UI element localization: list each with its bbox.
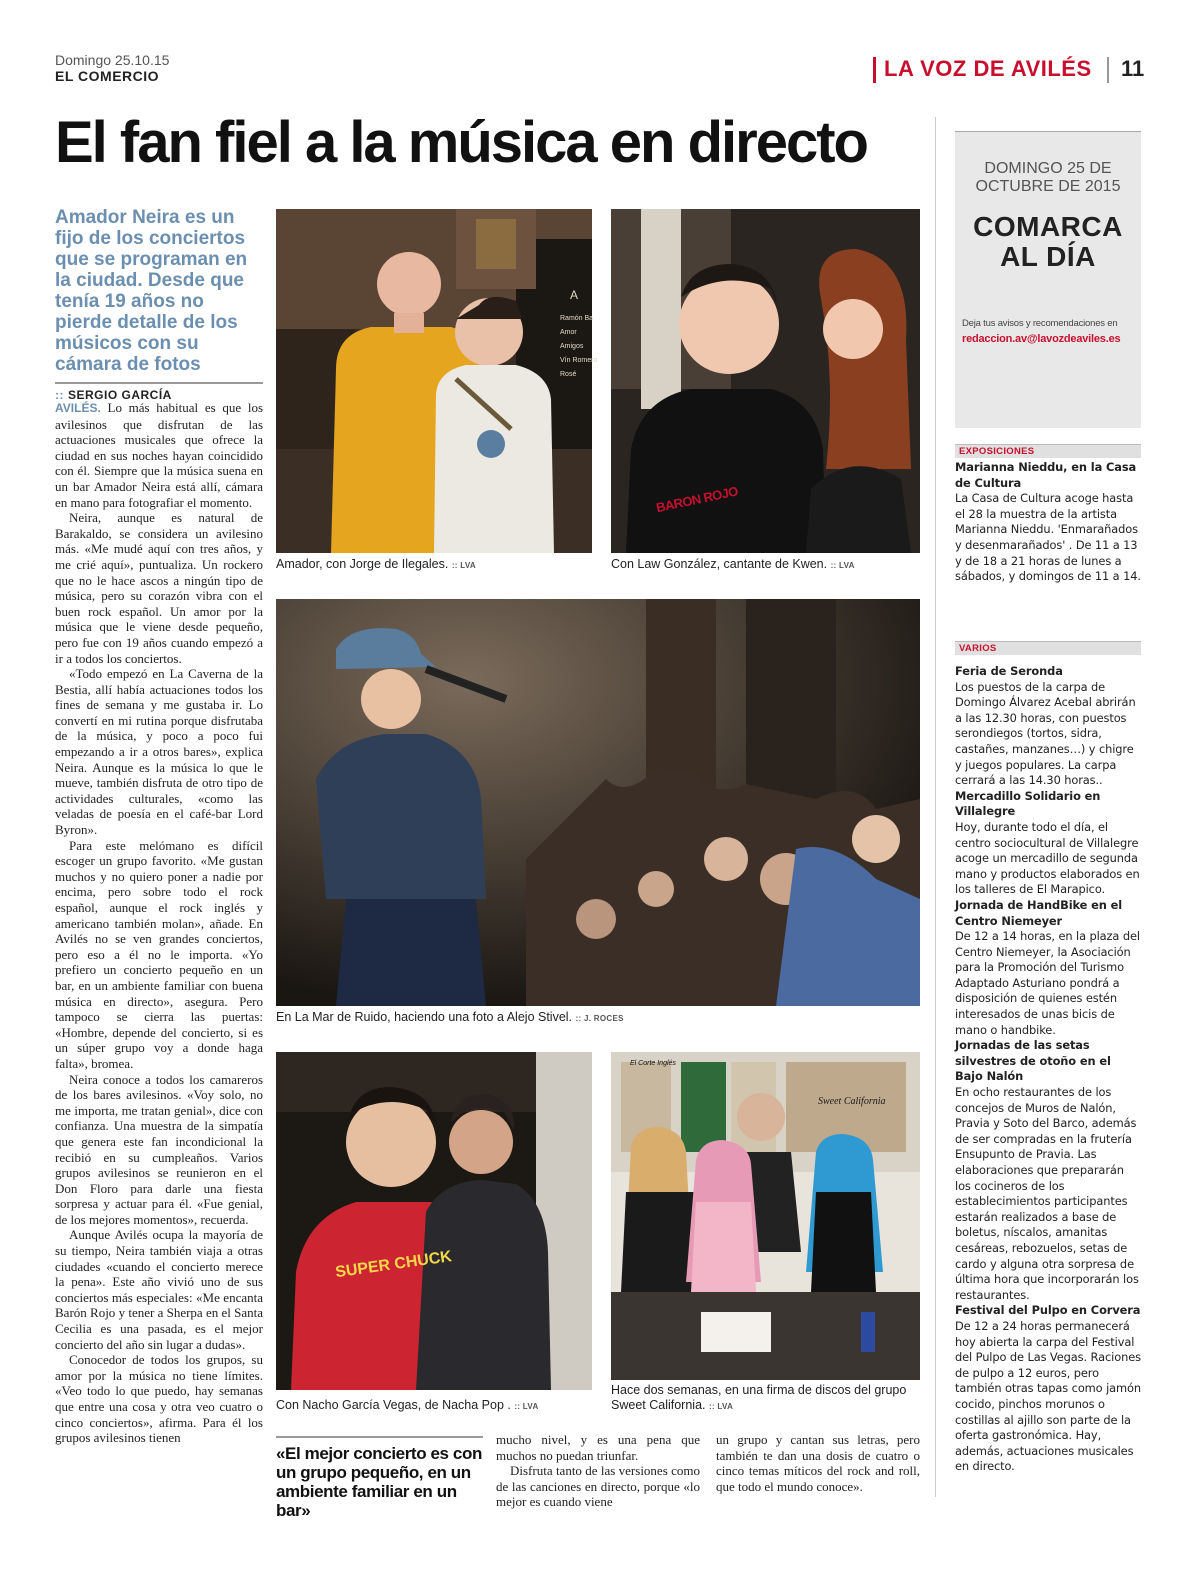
photo-credit: :: LVA (708, 1402, 734, 1411)
photo-credit: :: J. ROCES (575, 1014, 624, 1023)
sidebar-rule (935, 117, 936, 1497)
caption-text: Amador, con Jorge de Ilegales. (276, 557, 449, 571)
sidebar-date: DOMINGO 25 DE OCTUBRE DE 2015 (975, 160, 1121, 195)
item-text: De 12 a 14 horas, en la plaza del Centro Niemeyer, la Asociación para la Promoción del Turismo Adaptado Asturiano pondrá a disposición de quienes estén interesados de unas bicis de mano o handbike. (955, 929, 1140, 1037)
caption-text: Hace dos semanas, en una firma de discos del grupo Sweet California. (611, 1383, 907, 1412)
photo-concert-image (276, 599, 920, 1006)
item-title: Mercadillo Solidario en Villalegre (955, 788, 1101, 819)
paragraph: Conocedor de todos los grupos, su amor por la música no tiene límites. «Veo todo lo que puedo, hay semanas que entre una cosa y otra veo cuatro o cinco conciertos», afirma. Para él los grupos avilesinos tienen (55, 1352, 263, 1446)
sidebar-item (955, 1038, 1141, 1303)
caption-text: En La Mar de Ruido, haciendo una foto a Alejo Stivel. (276, 1010, 573, 1024)
paragraph: Neira, aunque es natural de Barakaldo, se considera un avilesino más. «Me mudé aquí con tres años, y me crié aquí», puntualiza. Un rockero que no le hace ascos a ningún tipo de música, pero su corazón vibra con el buen rock español. Un amor por la música que le viene desde pequeño, pero fue con 19 años cuando empezó a ir a todos los conciertos. (55, 510, 263, 666)
edition-date: Domingo 25.10.15 (55, 52, 170, 68)
newspaper-name: EL COMERCIO (55, 68, 160, 84)
item-text: De 12 a 24 horas permanecerá hoy abierta la carpa del Festival del Pulpo de Las Vegas. Raciones de pulpo a 12 euros, pero también otras tapas como jamón cocido, pinchos morunos o costillas al ajillo son parte de la oferta gastronómica. Hay, además, actuaciones musicales en directo. (955, 1318, 1141, 1474)
page-divider (1107, 57, 1109, 83)
photo-shirt-print: SUPER CHUCK (334, 1248, 453, 1282)
body-column-3 (716, 1432, 920, 1494)
menu-line: Amor (560, 329, 577, 336)
sidebar-label-exposiciones: EXPOSICIONES (955, 444, 1141, 458)
menu-line: Rosé (560, 371, 577, 378)
paragraph: Disfruta tanto de las versiones como de las canciones en directo, porque «lo mejor es cuando viene (496, 1463, 700, 1510)
photo-amador-jorge (276, 209, 598, 553)
photo-caption (611, 1383, 920, 1414)
item-title: Marianna Nieddu, en la Casa de Cultura (955, 460, 1137, 490)
paragraph: Neira conoce a todos los camareros de los bares avilesinos. «Voy solo, no me importa, me tratan genial», dice con confianza. Una muestra de la simpatía que genera este fan incondicional la recibió en su cumpleaños. Varios grupos avilesinos se reunieron en el Don Floro para darle una fiesta sorpresa y actuar para él. «Fue genial, de los mejores momentos», recuerda. (55, 1071, 263, 1227)
article-headline: El fan fiel a la música en directo (55, 110, 867, 175)
paragraph: Para este melómano es difícil escoger un grupo favorito. «Me gustan muchos y no quiero poner a nadie por encima, pero sobre todo el rock español, aunque el rock inglés y americano también molan», añade. En Avilés no se ven grandes conciertos, pero eso a él no le importa. «Yo prefiero un concierto pequeño en un bar, en un ambiente familiar con buena música en directo», asegura. Pero tampoco se cierra las puertas: «Hombre, depende del concierto, si es un súper grupo voy a donde haga falta», bromea. (55, 837, 263, 1071)
section-title: LA VOZ DE AVILÉS (884, 56, 1092, 81)
byline-author: SERGIO GARCÍA (68, 388, 172, 402)
sidebar-item (955, 789, 1141, 898)
item-text: Hoy, durante todo el día, el centro sociocultural de Villalegre acoge un mercadillo de segunda mano y productos elaborados en los talleres de El Marapico. (955, 819, 1140, 897)
photo-banner-brand: El Corte Inglés (630, 1060, 676, 1067)
sidebar-label-varios: VARIOS (955, 641, 1141, 655)
photo-shirt-print: BARON ROJO (654, 483, 740, 516)
body-column-1 (55, 400, 263, 1500)
photo-credit: :: LVA (451, 561, 476, 570)
paragraph: «Todo empezó en La Caverna de la Bestia, allí había actuaciones todos los fines de semana y me gustaba ir. Lo convertí en mi rutina porque disfrutaba de la música, y poco a poco fui empezando a ir a otros bares», explica Neira. Aunque es la música lo que le mueve, también disfruta de otro tipo de actividades culturales, «como las veladas de poesía en el café-bar Lord Byron». (55, 666, 263, 838)
sidebar-note: Deja tus avisos y recomendaciones en (962, 318, 1118, 329)
photo-caption (611, 557, 920, 573)
item-text: Los puestos de la carpa de Domingo Álvarez Acebal abrirán a las 12.30 horas, con puestos serondiegos (tortos, sidra, castañes, manzanes…) y chigre y juegos populares. La carpa cerrará a las 14.30 horas.. (955, 679, 1136, 788)
item-title: Feria de Seronda (955, 664, 1063, 678)
sidebar-item (955, 898, 1141, 1038)
photo-concert-alejo-stivel (276, 599, 920, 1006)
photo-amador-jorge-image (276, 209, 598, 553)
menu-line: Vín Romero (560, 357, 598, 364)
paragraph-text: Lo más habitual es que los avilesinos que disfrutan de las actuaciones musicales que ofrece la ciudad en sus noches hayan coincidido con él. Siempre que la música suena en un bar Amador Neira está allí, cámara en mano para fotografiar el momento. (55, 400, 264, 510)
item-title: Jornadas de las setas silvestres de otoño en el Bajo Nalón (955, 1038, 1111, 1084)
byline (55, 382, 263, 402)
pull-quote: «El mejor concierto es con un grupo pequeño, en un ambiente familiar en un bar» (276, 1436, 483, 1520)
photo-nacho-garcia-vegas (276, 1052, 592, 1390)
menu-line: Amigos (560, 343, 584, 350)
paragraph: mucho nivel, y es una pena que muchos no puedan triunfar. (496, 1432, 700, 1463)
article-subhead: Amador Neira es un fijo de los conciertos que se programan en la ciudad. Desde que tenía 19 años no pierde detalle de los músicos con su cámara de fotos (55, 207, 248, 375)
paragraph: Aunque Avilés ocupa la mayoría de su tiempo, Neira también viaja a otras ciudades «cuando el concierto merece la pena». Este año vivió uno de sus conciertos más especiales: «Me encanta Barón Rojo y tener a Sherpa en el Santa Cecilia es una pasada, es el mejor concierto del año sin lugar a dudas». (55, 1227, 263, 1352)
item-text: La Casa de Cultura acoge hasta el 28 la muestra de la artista Marianna Nieddu. 'Enmarañados y desenmarañados' . De 11 a 13 y de 18 a 21 horas de lunes a sábados, y domingos de 11 a 14. (955, 491, 1141, 584)
photo-caption (276, 1398, 592, 1414)
section-divider (873, 57, 876, 83)
dateline-city: AVILÉS. (55, 401, 101, 415)
photo-caption (276, 1010, 920, 1026)
item-title: Festival del Pulpo en Corvera (955, 1303, 1141, 1318)
body-column-2 (496, 1432, 700, 1510)
photo-nacho-image (276, 1052, 592, 1390)
menu-line: Ramón Ba (560, 315, 594, 322)
sidebar-email-link[interactable]: redaccion.av@lavozdeaviles.es (962, 333, 1121, 345)
paragraph: un grupo y cantan sus letras, pero también te dan una dosis de cuatro o cinco temas míticos del rock and roll, que todo el mundo conoce». (716, 1432, 920, 1494)
photo-caption (276, 557, 592, 573)
sidebar-varios-list (955, 664, 1141, 1475)
sidebar-expo-item (955, 460, 1141, 585)
paragraph (55, 400, 263, 510)
menu-letter: A (570, 288, 579, 302)
sidebar-item (955, 664, 1141, 789)
caption-text: Con Law González, cantante de Kwen. (611, 557, 828, 571)
sidebar-item (955, 1303, 1141, 1475)
sidebar-title: COMARCA AL DÍA (973, 211, 1123, 272)
byline-marker: :: (55, 388, 64, 402)
item-title: Jornada de HandBike en el Centro Niemeyer (955, 897, 1123, 928)
photo-sweet-logo: Sweet California (818, 1096, 886, 1107)
page-number: 11 (1121, 56, 1145, 81)
photo-credit: :: LVA (514, 1402, 539, 1411)
item-text: En ocho restaurantes de los concejos de Muros de Nalón, Pravia y Soto del Barco, además de ser compradas en la frutería Ensupunto de Pravia. Las elaboraciones que prepararán los cocineros de los establecimientos participantes estarán realizados a base de boletus, níscalos, amanitas cesáreas, rebozuelos, setas de cardo y alguna otra sorpresa de última hora que incorporarán los restaurantes. (955, 1085, 1139, 1302)
caption-text: Con Nacho García Vegas, de Nacha Pop . (276, 1398, 511, 1412)
photo-menu-board (560, 288, 598, 382)
photo-credit: :: LVA (830, 561, 855, 570)
